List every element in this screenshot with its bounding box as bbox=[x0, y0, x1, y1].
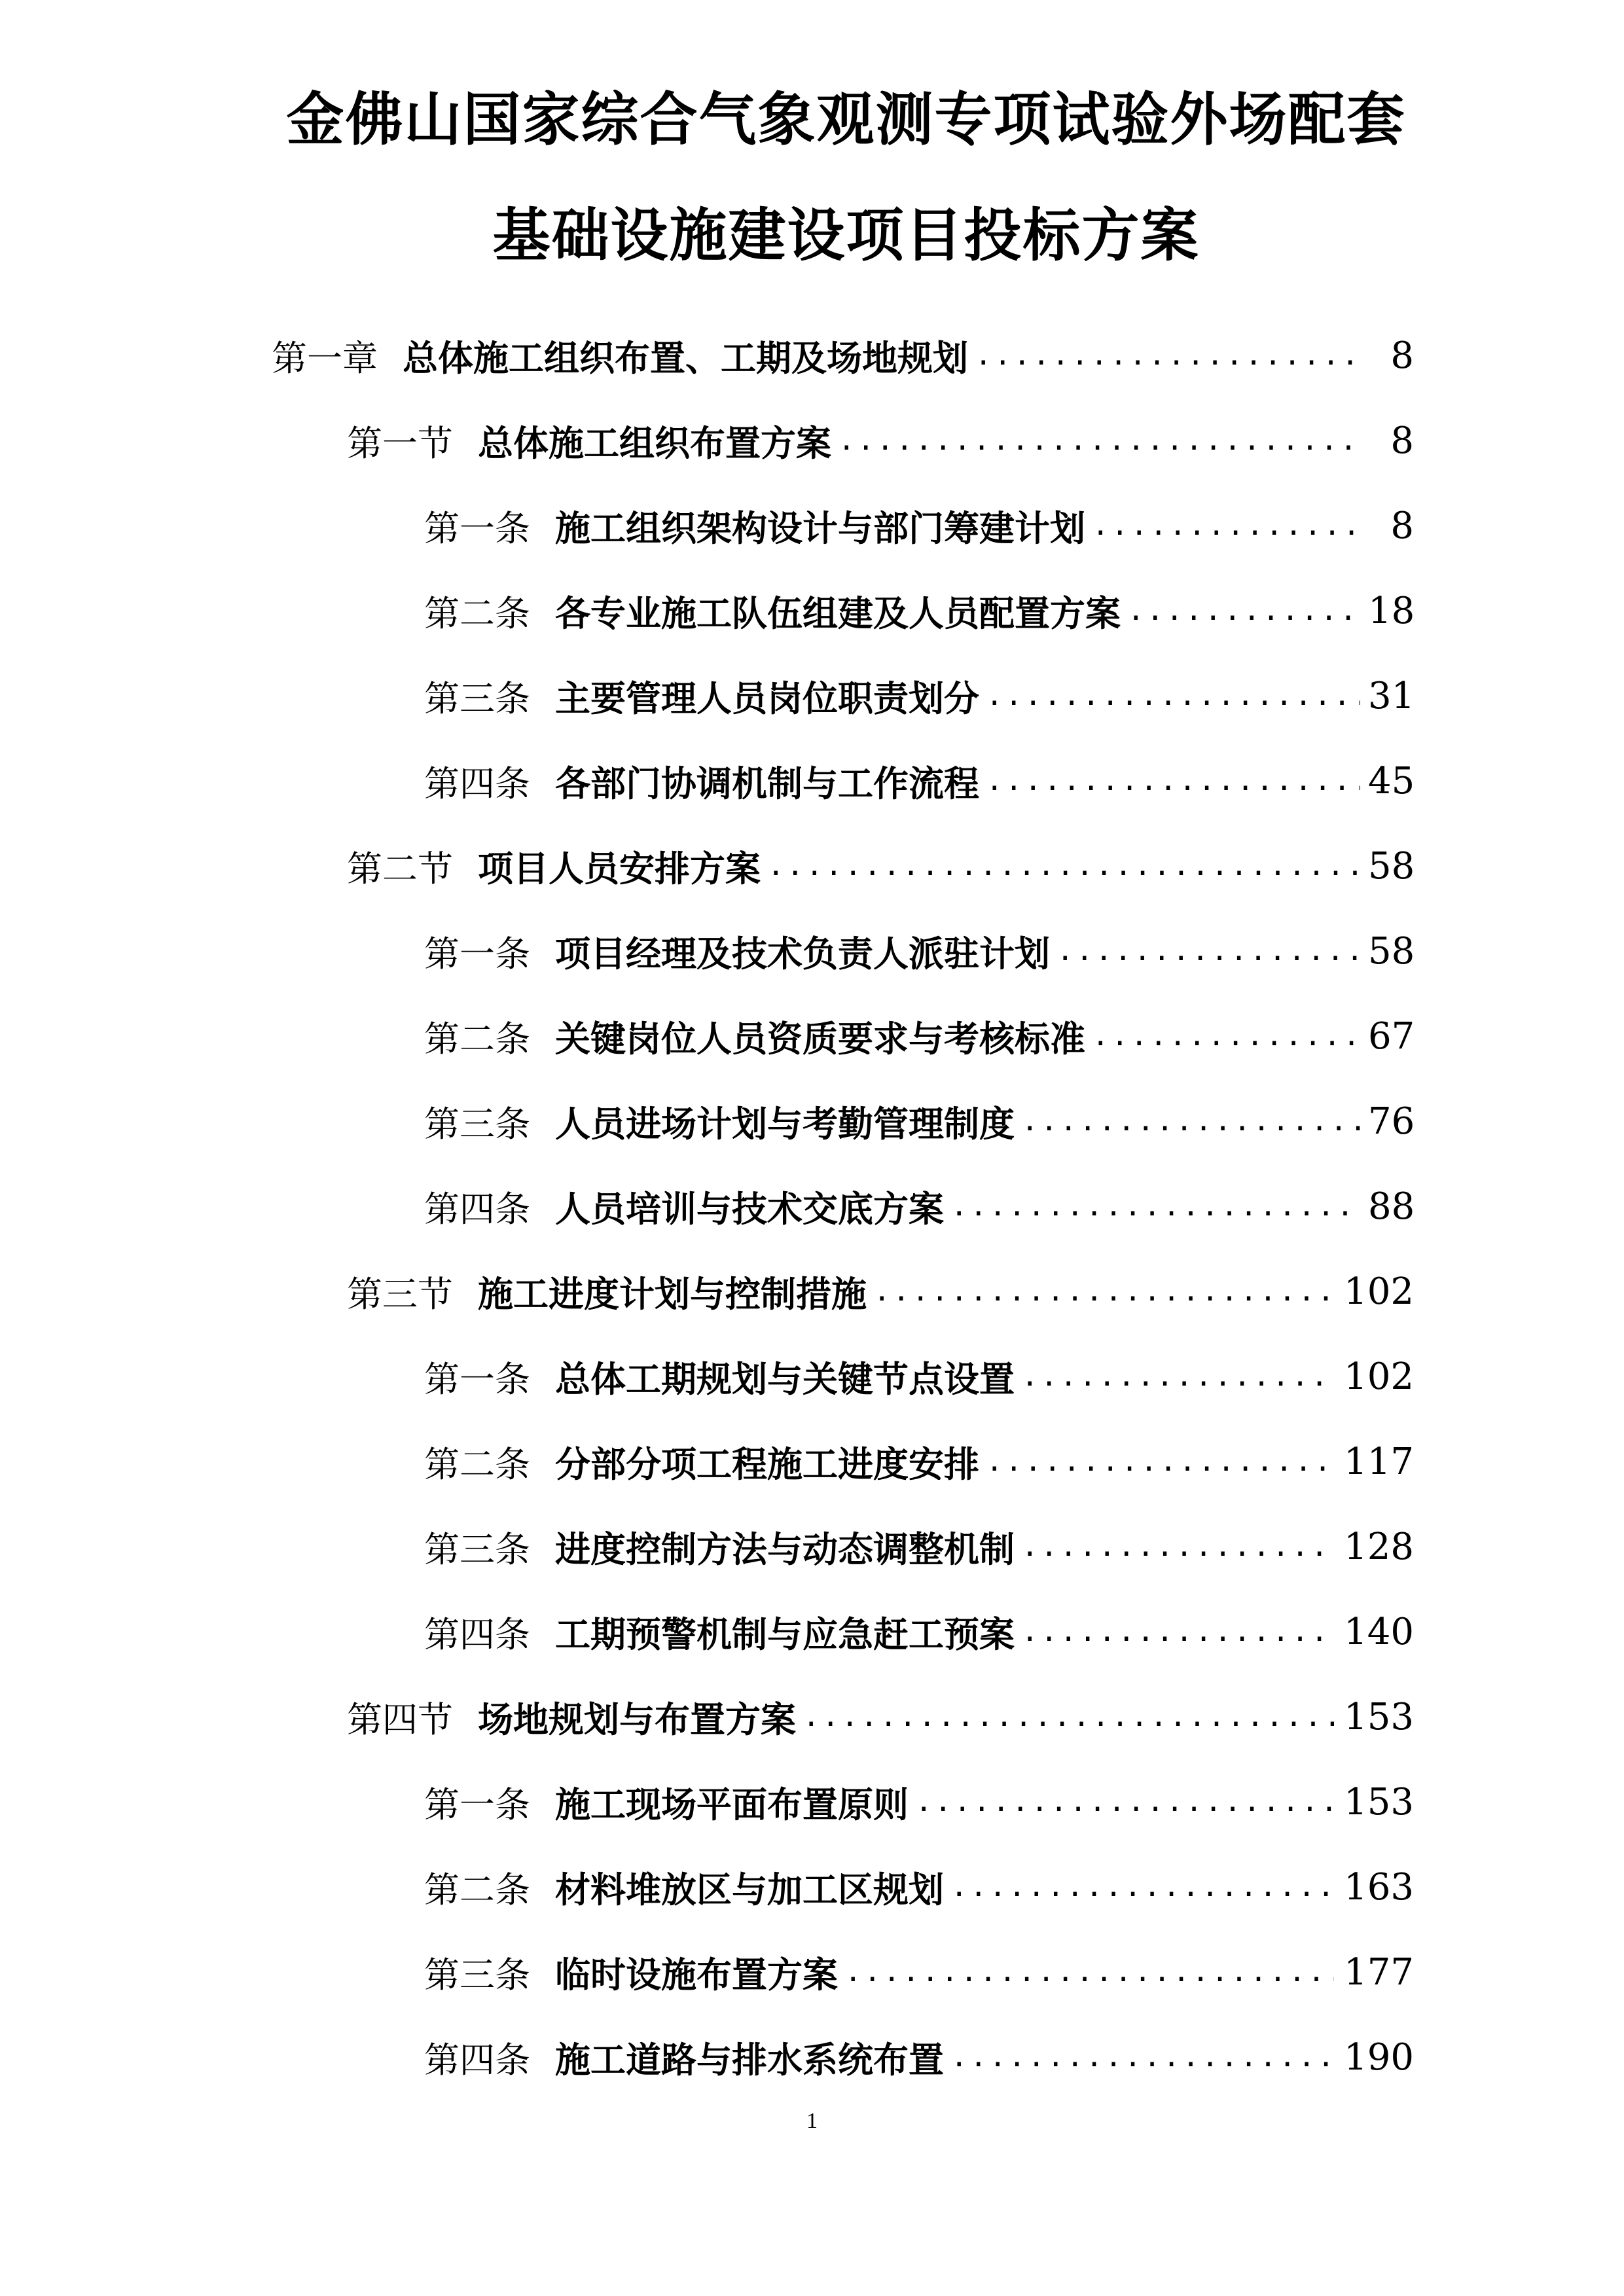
toc-entry-page-number: 45 bbox=[1368, 759, 1415, 802]
toc-entry-page-number: 67 bbox=[1368, 1014, 1415, 1058]
toc-entry-article[interactable] bbox=[0, 1504, 1624, 1589]
toc-entry-page-number: 76 bbox=[1368, 1100, 1415, 1143]
toc-entry-heading: 各专业施工队伍组建及人员配置方案 bbox=[555, 592, 1121, 634]
toc-entry-article[interactable] bbox=[0, 1079, 1624, 1164]
toc-dot-leader bbox=[873, 1272, 1334, 1311]
toc-entry-page-number: 88 bbox=[1368, 1185, 1415, 1228]
toc-entry-heading: 施工道路与排水系统布置 bbox=[555, 2039, 944, 2081]
toc-entry-heading: 总体工期规划与关键节点设置 bbox=[555, 1358, 1015, 1400]
toc-entry-page-number: 31 bbox=[1368, 674, 1415, 717]
toc-entry-label: 第一条 bbox=[424, 1784, 530, 1825]
toc-entry-heading: 各部门协调机制与工作流程 bbox=[555, 762, 979, 804]
table-of-contents bbox=[0, 313, 1624, 2100]
toc-dot-leader bbox=[838, 421, 1360, 460]
toc-entry-label: 第三条 bbox=[424, 1103, 530, 1145]
toc-entry-heading: 施工现场平面布置原则 bbox=[555, 1784, 909, 1825]
toc-entry-page-number: 153 bbox=[1344, 1780, 1414, 1823]
toc-dot-leader bbox=[915, 1782, 1334, 1821]
toc-entry-label: 第三节 bbox=[347, 1273, 453, 1315]
toc-entry-article[interactable] bbox=[0, 653, 1624, 738]
toc-entry-label: 第二节 bbox=[347, 848, 453, 889]
toc-entry-article[interactable] bbox=[0, 738, 1624, 823]
toc-entry-section-3[interactable] bbox=[0, 1249, 1624, 1334]
toc-entry-label: 第四条 bbox=[424, 2039, 530, 2081]
page-number: 1 bbox=[806, 2109, 818, 2133]
toc-dot-leader bbox=[1092, 1016, 1360, 1056]
toc-entry-page-number: 18 bbox=[1368, 589, 1415, 632]
toc-entry-article[interactable] bbox=[0, 1929, 1624, 2015]
toc-entry-page-number: 128 bbox=[1344, 1525, 1414, 1568]
toc-entry-label: 第四条 bbox=[424, 1188, 530, 1230]
toc-entry-article[interactable] bbox=[0, 2015, 1624, 2100]
toc-entry-page-number: 8 bbox=[1390, 419, 1414, 462]
toc-entry-page-number: 117 bbox=[1344, 1440, 1414, 1483]
toc-dot-leader bbox=[1021, 1357, 1334, 1396]
document-title-line-1: 金佛山国家综合气象观测专项试验外场配套 bbox=[286, 86, 1406, 153]
toc-entry-article[interactable] bbox=[0, 908, 1624, 994]
toc-dot-leader bbox=[986, 676, 1360, 715]
toc-entry-page-number: 190 bbox=[1344, 2036, 1414, 2079]
toc-entry-label: 第一条 bbox=[424, 1358, 530, 1400]
toc-dot-leader bbox=[950, 2037, 1334, 2077]
toc-entry-label: 第三条 bbox=[424, 1528, 530, 1570]
toc-entry-heading: 分部分项工程施工进度安排 bbox=[555, 1443, 979, 1485]
toc-entry-heading: 工期预警机制与应急赶工预案 bbox=[555, 1613, 1015, 1655]
toc-dot-leader bbox=[767, 846, 1360, 886]
toc-entry-label: 第三条 bbox=[424, 677, 530, 719]
toc-entry-heading: 总体施工组织布置方案 bbox=[478, 422, 831, 464]
toc-entry-section-1[interactable] bbox=[0, 398, 1624, 483]
toc-entry-page-number: 102 bbox=[1344, 1270, 1414, 1313]
toc-entry-label: 第一条 bbox=[424, 933, 530, 975]
toc-dot-leader bbox=[803, 1697, 1334, 1736]
toc-entry-label: 第二条 bbox=[424, 1018, 530, 1060]
toc-entry-article[interactable] bbox=[0, 994, 1624, 1079]
toc-entry-section-2[interactable] bbox=[0, 823, 1624, 908]
toc-dot-leader bbox=[1021, 1612, 1334, 1651]
toc-entry-page-number: 102 bbox=[1344, 1355, 1414, 1398]
toc-entry-article[interactable] bbox=[0, 1844, 1624, 1929]
toc-entry-article[interactable] bbox=[0, 1759, 1624, 1844]
toc-entry-label: 第四条 bbox=[424, 762, 530, 804]
toc-entry-article[interactable] bbox=[0, 1164, 1624, 1249]
toc-entry-page-number: 140 bbox=[1344, 1610, 1414, 1653]
toc-entry-page-number: 58 bbox=[1368, 844, 1415, 888]
toc-entry-label: 第三条 bbox=[424, 1954, 530, 1996]
toc-entry-label: 第二条 bbox=[424, 1443, 530, 1485]
toc-dot-leader bbox=[986, 761, 1360, 800]
toc-dot-leader bbox=[950, 1867, 1334, 1907]
toc-entry-heading: 主要管理人员岗位职责划分 bbox=[555, 677, 979, 719]
toc-entry-article[interactable] bbox=[0, 1334, 1624, 1419]
toc-entry-article[interactable] bbox=[0, 1419, 1624, 1504]
toc-dot-leader bbox=[844, 1952, 1334, 1992]
toc-entry-article[interactable] bbox=[0, 568, 1624, 653]
toc-dot-leader bbox=[1092, 506, 1360, 545]
toc-entry-heading: 临时设施布置方案 bbox=[555, 1954, 838, 1996]
toc-entry-label: 第四条 bbox=[424, 1613, 530, 1655]
toc-entry-heading: 人员培训与技术交底方案 bbox=[555, 1188, 944, 1230]
toc-entry-page-number: 58 bbox=[1368, 929, 1415, 973]
toc-entry-heading: 关键岗位人员资质要求与考核标准 bbox=[555, 1018, 1085, 1060]
toc-dot-leader bbox=[1056, 931, 1360, 971]
toc-entry-page-number: 177 bbox=[1344, 1950, 1414, 1994]
toc-entry-chapter-1[interactable] bbox=[0, 313, 1624, 398]
toc-dot-leader bbox=[1021, 1102, 1360, 1141]
toc-dot-leader bbox=[950, 1187, 1360, 1226]
toc-dot-leader bbox=[986, 1442, 1334, 1481]
toc-entry-label: 第二条 bbox=[424, 1869, 530, 1910]
toc-dot-leader bbox=[975, 336, 1360, 375]
toc-dot-leader bbox=[1021, 1527, 1334, 1566]
toc-entry-page-number: 163 bbox=[1344, 1865, 1414, 1909]
toc-dot-leader bbox=[1127, 591, 1360, 630]
toc-entry-heading: 施工组织架构设计与部门筹建计划 bbox=[555, 507, 1085, 549]
toc-entry-label: 第一条 bbox=[424, 507, 530, 549]
toc-entry-heading: 项目经理及技术负责人派驻计划 bbox=[555, 933, 1050, 975]
toc-entry-heading: 场地规划与布置方案 bbox=[478, 1698, 796, 1740]
toc-entry-page-number: 8 bbox=[1390, 504, 1414, 547]
toc-entry-page-number: 8 bbox=[1390, 334, 1414, 377]
toc-entry-article[interactable] bbox=[0, 483, 1624, 568]
toc-entry-heading: 进度控制方法与动态调整机制 bbox=[555, 1528, 1015, 1570]
toc-entry-heading: 人员进场计划与考勤管理制度 bbox=[555, 1103, 1015, 1145]
toc-entry-heading: 总体施工组织布置、工期及场地规划 bbox=[403, 337, 968, 379]
toc-entry-label: 第一章 bbox=[272, 337, 378, 379]
toc-entry-page-number: 153 bbox=[1344, 1695, 1414, 1738]
toc-entry-label: 第四节 bbox=[347, 1698, 453, 1740]
toc-entry-label: 第一节 bbox=[347, 422, 453, 464]
document-title-line-2: 基础设施建设项目投标方案 bbox=[492, 202, 1200, 269]
toc-entry-heading: 项目人员安排方案 bbox=[478, 848, 761, 889]
toc-entry-article[interactable] bbox=[0, 1589, 1624, 1674]
toc-entry-section-4[interactable] bbox=[0, 1674, 1624, 1759]
toc-entry-label: 第二条 bbox=[424, 592, 530, 634]
toc-entry-heading: 材料堆放区与加工区规划 bbox=[555, 1869, 944, 1910]
toc-entry-heading: 施工进度计划与控制措施 bbox=[478, 1273, 867, 1315]
